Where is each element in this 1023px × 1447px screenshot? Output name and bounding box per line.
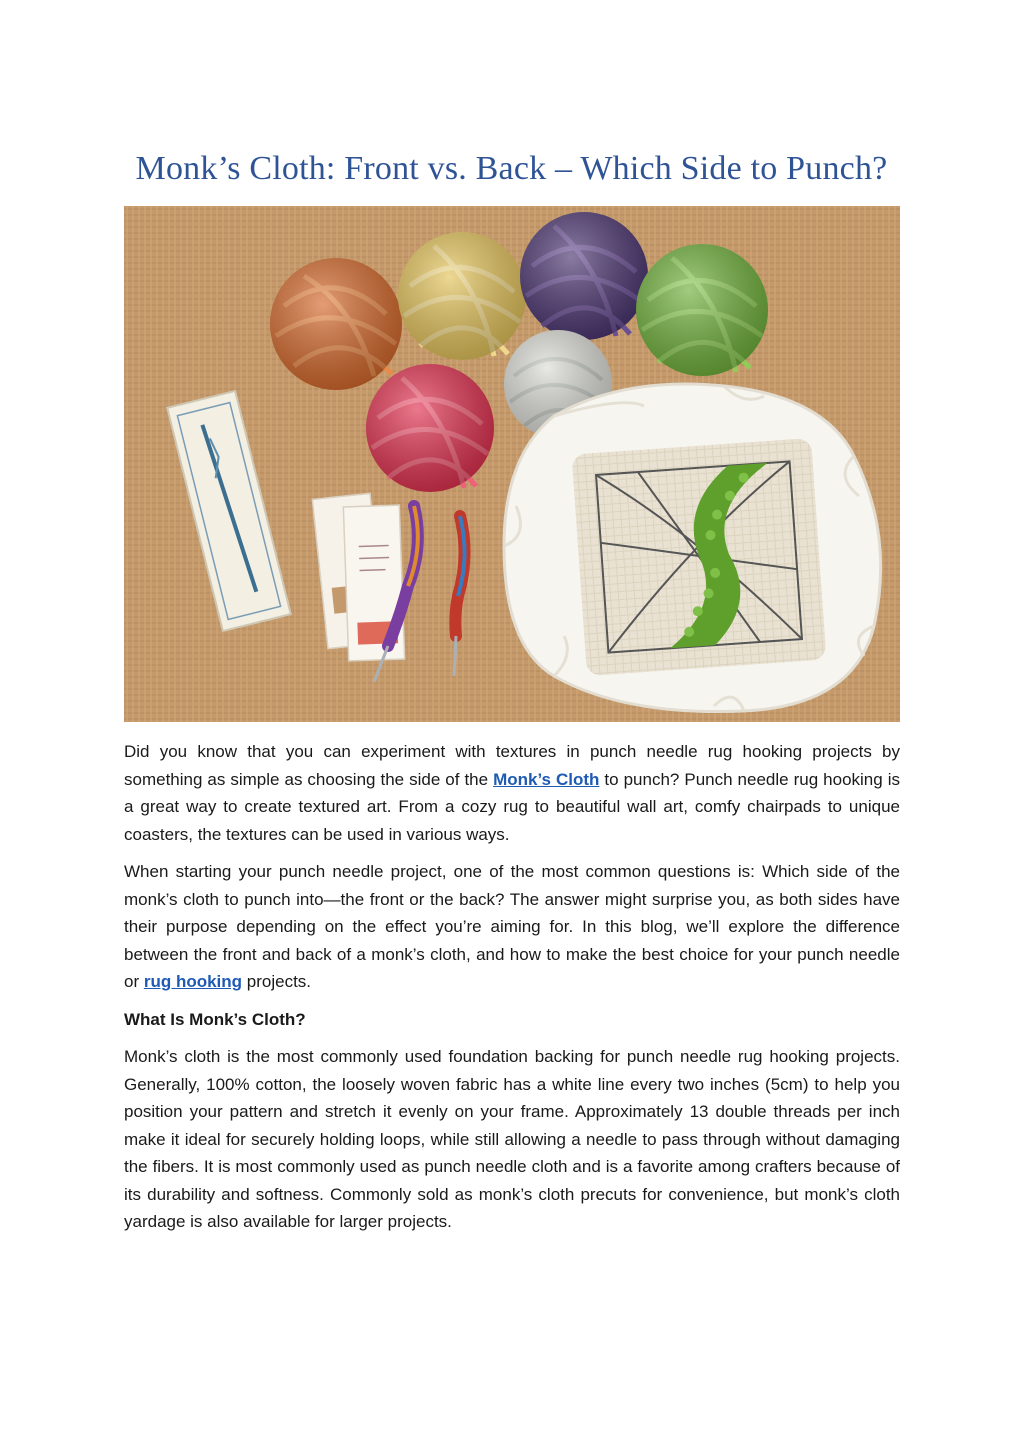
embroidery-hoop: [504, 384, 881, 712]
question-paragraph: [124, 858, 900, 996]
intro-paragraph: [124, 738, 900, 848]
orange-yarn-ball: [270, 258, 402, 390]
monks-cloth-link[interactable]: Monk’s Cloth: [493, 769, 600, 789]
section-heading: What Is Monk’s Cloth?: [124, 1009, 306, 1029]
article-body: [124, 738, 900, 1246]
purple-yarn-ball: [520, 212, 648, 340]
intro-text-start: Did you know that you can experiment with textures in punch needle rug hooking projects by something as simple as choosing the side of the: [124, 742, 900, 789]
question-text-start: When starting your punch needle project, one of the most common questions is: Which side of the monk’s cloth to punch into—the front or the back? The answer might surprise you, as both sides have their purpose depending on the effect you’re aiming for. In this blog, we’ll explore the difference between the front and back of a monk’s cloth, and how to make the best choice for your punch needle or: [124, 862, 900, 991]
question-text-end: projects.: [242, 972, 312, 991]
intro-text-end: to punch? Punch needle rug hooking is a great way to create textured art. From a cozy rug to beautiful wall art, comfy chairpads to unique coasters, the textures can be used in various ways.: [124, 769, 900, 844]
yellow-yarn-ball: [398, 232, 526, 360]
red-yarn-ball: [366, 364, 494, 492]
definition-paragraph: Monk’s cloth is the most commonly used foundation backing for punch needle rug hooking projects. Generally, 100% cotton, the loosely woven fabric has a white line every two inches (5cm) to help you position your pattern and stretch it evenly on your frame. Approximately 13 double threads per inch make it ideal for securely holding loops, while still allowing a needle to pass through without damaging the fibers. It is most commonly used as punch needle cloth and is a favorite among crafters because of its durability and softness. Commonly sold as monk’s cloth precuts for convenience, but monk’s cloth yardage is also available for larger projects.: [124, 1047, 900, 1231]
green-yarn-ball: [636, 244, 768, 376]
rug-hooking-link[interactable]: rug hooking: [143, 972, 243, 991]
page-title: Monk’s Cloth: Front vs. Back – Which Side to Punch?: [135, 150, 888, 187]
hero-image: [124, 206, 900, 722]
